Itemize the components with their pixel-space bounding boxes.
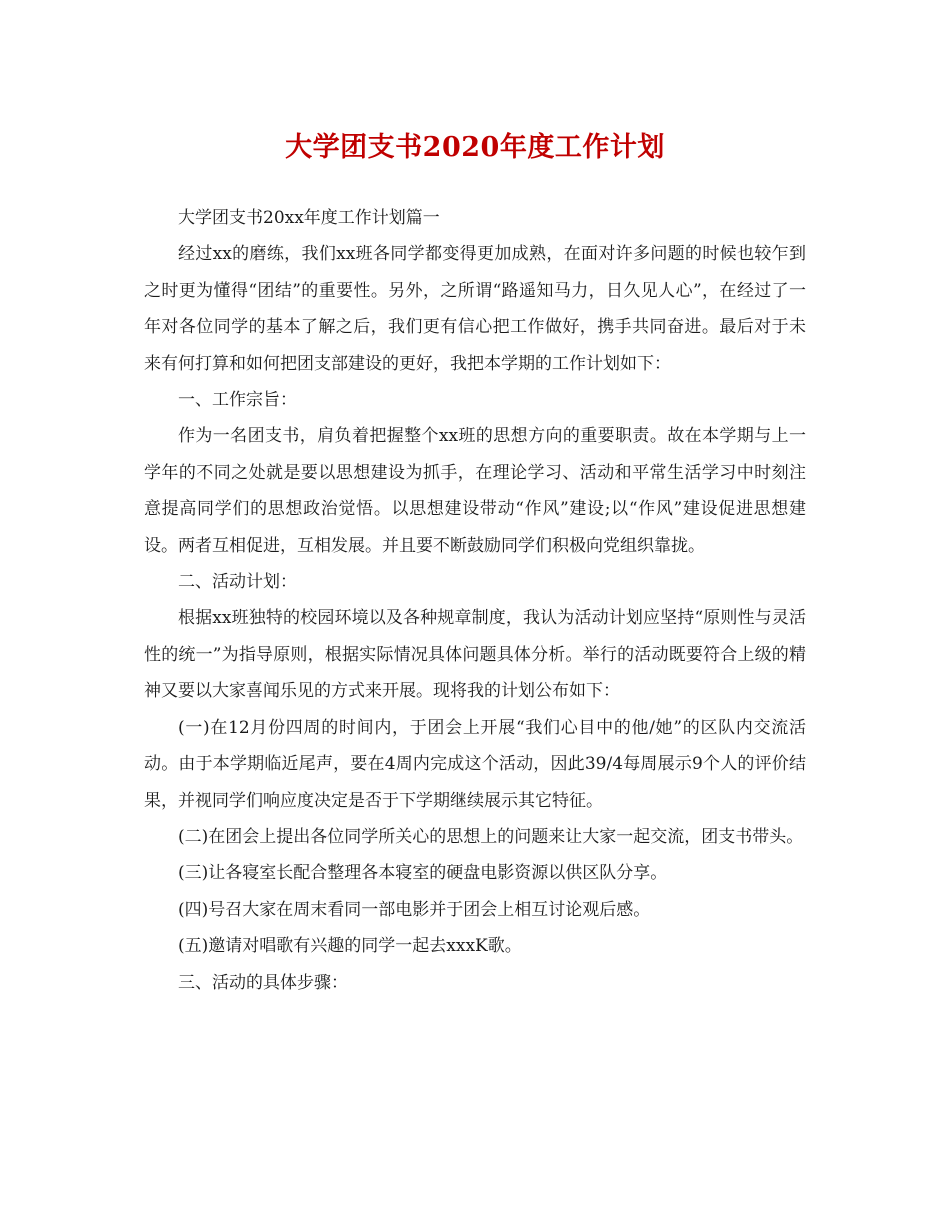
plan-item-5: (五)邀请对唱歌有兴趣的同学一起去xxxK歌。 (178, 936, 522, 957)
section-1-heading: 一、工作宗旨： (178, 390, 297, 411)
plan-item-4: (四)号召大家在周末看同一部电影并于团会上相互讨论观后感。 (178, 899, 651, 920)
plan-item-2: (二)在团会上提出各位同学所关心的思想上的问题来让大家一起交流，团支书带头。 (178, 826, 804, 847)
section-2-heading: 二、活动计划： (178, 572, 297, 593)
document-body (144, 200, 806, 1001)
document-title: 大学团支书2020年度工作计划 (285, 132, 665, 163)
plan-item-1: (一)在12月份四周的时间内，于团会上开展“我们心目中的他/她”的区队内交流活动。由于本学期临近尾声，要在4周内完成这个活动，因此39/4每周展示9个人的评价结果，并视同学们响应度决定是否于下学期继续展示其它特征。 (144, 717, 806, 811)
document-subtitle: 大学团支书20xx年度工作计划篇一 (178, 208, 440, 228)
document-page (144, 0, 806, 1230)
intro-paragraph: 经过xx的磨练，我们xx班各同学都变得更加成熟，在面对许多问题的时候也较乍到之时更为懂得“团结”的重要性。另外，之所谓“路遥知马力，日久见人心”，在经过了一年对各位同学的基本了解之后，我们更有信心把工作做好，携手共同奋进。最后对于未来有何打算和如何把团支部建设的更好，我把本学期的工作计划如下： (144, 244, 806, 374)
section-1-paragraph: 作为一名团支书，肩负着把握整个xx班的思想方向的重要职责。故在本学期与上一学年的不同之处就是要以思想建设为抓手，在理论学习、活动和平常生活学习中时刻注意提高同学们的思想政治觉悟。以思想建设带动“作风”建设;以“作风”建设促进思想建设。两者互相促进，互相发展。并且要不断鼓励同学们积极向党组织靠拢。 (144, 426, 806, 556)
section-3-heading: 三、活动的具体步骤： (178, 972, 348, 993)
plan-item-3: (三)让各寝室长配合整理各本寝室的硬盘电影资源以供区队分享。 (178, 863, 668, 884)
section-2-paragraph: 根据xx班独特的校园环境以及各种规章制度，我认为活动计划应坚持“原则性与灵活性的统一”为指导原则，根据实际情况具体问题具体分析。举行的活动既要符合上级的精神又要以大家喜闻乐见的方式来开展。现将我的计划公布如下： (144, 608, 806, 702)
